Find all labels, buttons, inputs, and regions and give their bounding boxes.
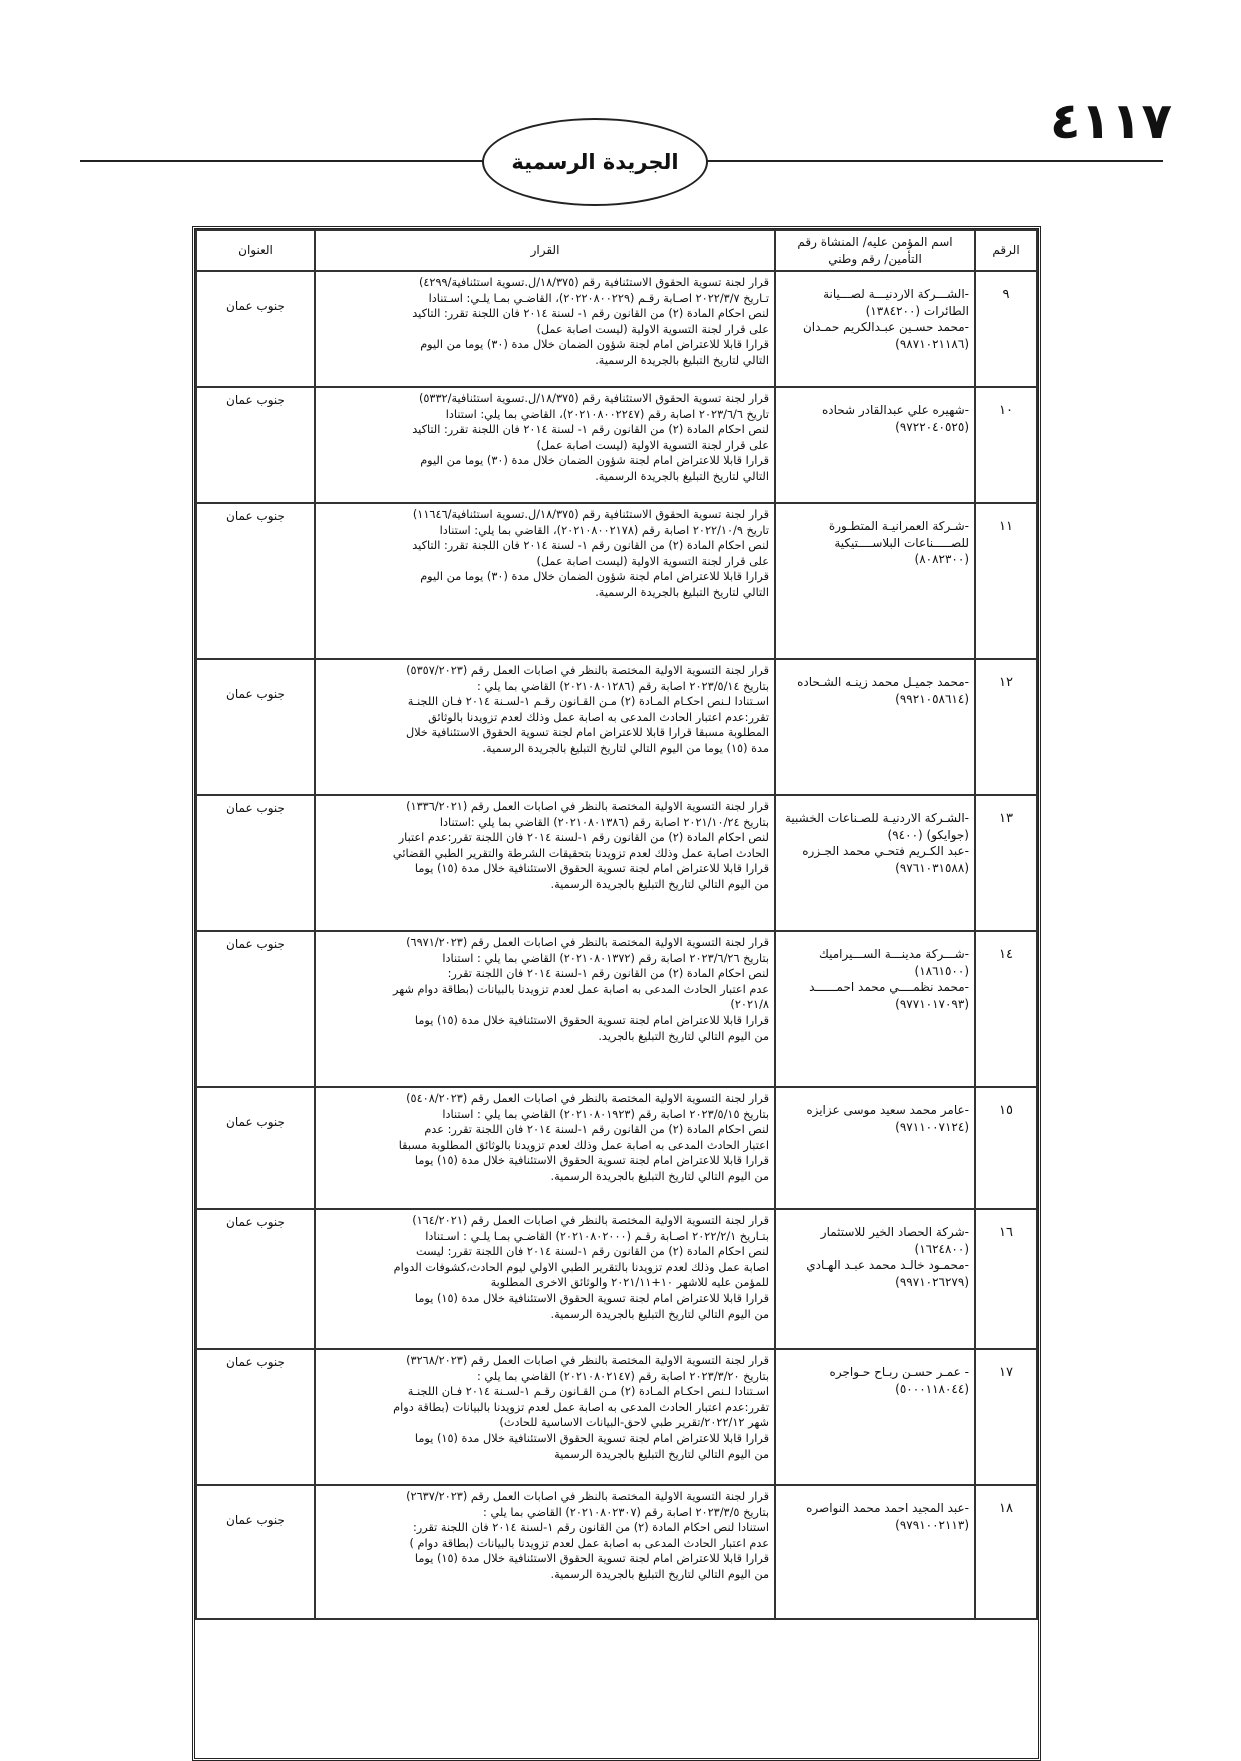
header-address: العنوان — [196, 230, 315, 271]
insured-name-line: -محمد جميـل محمد زينـه الشـحاده (٩٩٢١٠٥٨٦١٤) — [797, 675, 969, 706]
decision-line: قرار لجنة التسوية الاولية المختصة بالنظر في اصابات العمل رقم (٦٩٧١/٢٠٢٣) — [406, 936, 769, 950]
decision-line: بتاريخ ٢٠٢٣/٣/٥ اصابة رقم (٢٠٢١٠٨٠٢٣٠٧) القاضي بما يلي : — [483, 1505, 769, 1519]
table-row — [196, 503, 1037, 659]
decision-line: بتـاريخ ٢٠٢٢/٢/١ اصـابة رقـم (٢٠٢١٠٨٠٢٠٠٠) القاضـي بمـا يلـي : اسـتنادا — [425, 1229, 769, 1243]
row-number: ١٣ — [975, 795, 1037, 931]
decision-line: قرار لجنة التسوية الاولية المختصة بالنظر في اصابات العمل رقم (٥٤٠٨/٢٠٢٣) — [406, 1092, 769, 1106]
decision-line: قرار لجنة التسوية الاولية المختصة بالنظر في اصابات العمل رقم (٥٣٥٧/٢٠٢٣) — [406, 664, 769, 678]
insured-name-line: -عبد الكـريم فتحـي محمد الجـزره (٩٧٦١٠٣١٥٨٨) — [802, 844, 969, 875]
decisions-table — [195, 229, 1038, 1620]
decision-line: قرار لجنة التسوية الاولية المختصة بالنظر في اصابات العمل رقم (٢٦٣٧/٢٠٢٣) — [406, 1490, 769, 1504]
insured-name-cell — [775, 1485, 975, 1619]
decision-line: اسـتنادا لـنص احكـام المـادة (٢) مـن القـانون رقـم ١-لسـنة ٢٠١٤ فـان اللجنـة — [407, 695, 769, 709]
decision-line: شهر ٢٠٢٢/١٢/تقرير طبي لاحق-البيانات الاساسية للحادث) — [499, 1416, 769, 1430]
decision-line: قرار لجنة التسوية الاولية المختصة بالنظر في اصابات العمل رقم (١٣٣٦/٢٠٢١) — [406, 800, 769, 814]
decision-line: قرارا قابلا للاعتراض امام لجنة تسوية الحقوق الاستئنافية خلال مدة (١٥) يوما — [414, 1291, 769, 1305]
decision-line: اسـتنادا لـنص احكـام المـادة (٢) مـن القـانون رقـم ١-لسـنة ٢٠١٤ فـان اللجنـة — [407, 1385, 769, 1399]
insured-name-cell — [775, 1209, 975, 1349]
insured-name-cell — [775, 931, 975, 1087]
decision-cell — [315, 387, 775, 503]
decision-line: المطلوبة مسبقا قرارا قابلا للاعتراض امام لجنة تسوية الحقوق الاستئنافية خلال — [405, 726, 769, 740]
insured-name-cell — [775, 503, 975, 659]
header-insured: اسم المؤمن عليه/ المنشاة رقم التأمين/ رقم وطني — [775, 230, 975, 271]
decision-line: اصابة عمل وذلك لعدم تزويدنا بالتقرير الطبي الاولي ليوم الحادث،كشوفات الدوام — [393, 1260, 769, 1274]
table-row — [196, 271, 1037, 387]
insured-name-cell — [775, 1087, 975, 1209]
decisions-table-frame — [192, 226, 1041, 1761]
insured-name-line: -شهيره علي عبدالقادر شحاده (٩٧٢٢٠٤٠٥٢٥) — [821, 403, 969, 434]
address-cell: جنوب عمان — [196, 659, 315, 795]
decision-line: تـاريخ ٢٠٢٢/٣/٧ اصـابة رقـم (٢٠٢٢٠٨٠٠٢٢٩)، القاضـي بمـا يلـي: اسـتنادا — [428, 291, 769, 305]
row-number: ١٢ — [975, 659, 1037, 795]
row-number: ١٤ — [975, 931, 1037, 1087]
row-number: ١٧ — [975, 1349, 1037, 1485]
decision-cell — [315, 795, 775, 931]
row-number: ١٨ — [975, 1485, 1037, 1619]
decision-line: التالي لتاريخ التبليغ بالجريدة الرسمية. — [595, 469, 769, 483]
table-header-row — [196, 230, 1037, 271]
decision-line: بتاريخ ٢٠٢٣/٥/١٥ اصابة رقم (٢٠٢١٠٨٠١٩٢٣) القاضي بما يلي : استنادا — [442, 1107, 769, 1121]
decision-line: قرارا قابلا للاعتراض امام لجنة تسوية الحقوق الاستئنافية خلال مدة (١٥) يوما — [414, 1154, 769, 1168]
table-row — [196, 1485, 1037, 1619]
decision-line: للمؤمن عليه للاشهر ١٠+٢٠٢١/١١ والوثائق الاخرى المطلوبة — [490, 1276, 769, 1290]
decision-line: قرار لجنة التسوية الاولية المختصة بالنظر في اصابات العمل رقم (١٦٤/٢٠٢١) — [412, 1214, 769, 1228]
decision-line: من اليوم التالي لتاريخ التبليغ بالجريدة الرسمية. — [550, 1169, 769, 1183]
table-row — [196, 795, 1037, 931]
decision-line: على قرار لجنة التسوية الاولية (ليست اصابة عمل) — [536, 554, 769, 568]
insured-name-line: -محمد حسـين عبـدالكريم حمـدان (٩٨٧١٠٢١١٨٦) — [802, 320, 969, 351]
decision-cell — [315, 1087, 775, 1209]
insured-name-line: -شـــركة مدينـــة الســـيراميك (١٨٦١٥٠٠) — [819, 947, 969, 978]
decision-line: تقرر:عدم اعتبار الحادث المدعى به اصابة عمل وذلك لعدم تزويدنا بالوثائق — [428, 710, 769, 724]
decision-line: لنص احكام المادة (٢) من القانون رقم ١- لسنة ٢٠١٤ فان اللجنة تقرر: التاكيد — [412, 307, 769, 321]
decision-line: لنص احكام المادة (٢) من القانون رقم ١-لسنة ٢٠١٤ فان اللجنة تقرر: — [447, 967, 769, 981]
insured-name-line: -عامر محمد سعيد موسى عزايزه (٩٧١١٠٠٧١٢٤) — [806, 1103, 969, 1134]
decision-line: ٢٠٢١/٨) — [730, 998, 769, 1012]
decision-line: من اليوم التالي لتاريخ التبليغ بالجريدة الرسمية. — [550, 877, 769, 891]
decision-line: من اليوم التالي لتاريخ التبليغ بالجريد. — [598, 1029, 769, 1043]
insured-name-cell — [775, 1349, 975, 1485]
decision-line: على قرار لجنة التسوية الاولية (ليست اصابة عمل) — [536, 322, 769, 336]
decision-line: التالي لتاريخ التبليغ بالجريدة الرسمية. — [595, 585, 769, 599]
table-body — [196, 271, 1037, 1619]
gazette-title: الجريدة الرسمية — [482, 118, 708, 206]
insured-name-line: - عمـر حسـن ربـاح حـواجره (٥٠٠٠١١٨٠٤٤) — [829, 1365, 969, 1396]
insured-name-cell — [775, 387, 975, 503]
insured-name-line: -شركة الحصاد الخير للاستثمار (١٦٢٤٨٠٠) — [820, 1225, 969, 1256]
address-cell: جنوب عمان — [196, 1209, 315, 1349]
decision-line: قرارا قابلا للاعتراض امام لجنة تسوية الحقوق الاستئنافية خلال مدة (١٥) يوما — [414, 862, 769, 876]
decision-line: من اليوم التالي لتاريخ التبليغ بالجريدة الرسمية. — [550, 1567, 769, 1581]
decision-line: قرار لجنة التسوية الاولية المختصة بالنظر في اصابات العمل رقم (٣٢٦٨/٢٠٢٣) — [406, 1354, 769, 1368]
header-number: الرقم — [975, 230, 1037, 271]
page-number: ٤١١٧ — [1050, 92, 1173, 150]
insured-name-line: -عبد المجيد احمد محمد النواصره (٩٧٩١٠٠٢١١٣) — [806, 1501, 969, 1532]
decision-line: قرارا قابلا للاعتراض امام لجنة شؤون الضمان خلال مدة (٣٠) يوما من اليوم — [420, 338, 769, 352]
address-cell: جنوب عمان — [196, 387, 315, 503]
address-cell: جنوب عمان — [196, 1485, 315, 1619]
decision-line: الحادث اصابة عمل وذلك لعدم تزويدنا بتحقيقات الشرطة والتقرير الطبي القضائي — [392, 846, 769, 860]
address-cell: جنوب عمان — [196, 1349, 315, 1485]
decision-line: قرار لجنة تسوية الحقوق الاستئنافية رقم (١٨/٣٧٥/ل.تسوية استئنافية/١١٦٤٦) — [412, 508, 769, 522]
address-cell: جنوب عمان — [196, 271, 315, 387]
insured-name-cell — [775, 795, 975, 931]
row-number: ١٥ — [975, 1087, 1037, 1209]
insured-name-line: -محمد نظمــــي محمد احمــــــد (٩٧٧١٠١٧٠٩٣) — [809, 980, 969, 1011]
decision-line: قرارا قابلا للاعتراض امام لجنة تسوية الحقوق الاستئنافية خلال مدة (١٥) يوما — [414, 1552, 769, 1566]
address-cell: جنوب عمان — [196, 503, 315, 659]
decision-line: استنادا لنص احكام المادة (٢) من القانون رقم ١-لسنة ٢٠١٤ فان اللجنة تقرر: — [412, 1521, 769, 1535]
decision-cell — [315, 1349, 775, 1485]
decision-line: عدم اعتبار الحادث المدعى به اصابة عمل لعدم تزويدنا بالبيانات (بطاقة دوام ) — [409, 1536, 769, 1550]
header-decision: القرار — [315, 230, 775, 271]
table-row — [196, 1209, 1037, 1349]
decision-line: اعتبار الحادث المدعى به اصابة عمل وذلك لعدم تزويدنا بالوثائق المطلوبة مسبقا — [398, 1138, 769, 1152]
table-row — [196, 659, 1037, 795]
decision-cell — [315, 931, 775, 1087]
address-cell: جنوب عمان — [196, 1087, 315, 1209]
row-number: ٩ — [975, 271, 1037, 387]
decision-line: بتاريخ ٢٠٢٣/٣/٢٠ اصابة رقم (٢٠٢١٠٨٠٢١٤٧) القاضي بما يلي : — [476, 1369, 769, 1383]
insured-name-line: -محمـود خالـد محمد عبـد الهـادي (٩٩٧١٠٢٦٢٧٩) — [806, 1258, 969, 1289]
decision-cell — [315, 1209, 775, 1349]
decision-line: من اليوم التالي لتاريخ التبليغ بالجريدة الرسمية. — [550, 1307, 769, 1321]
address-cell: جنوب عمان — [196, 931, 315, 1087]
decision-cell — [315, 503, 775, 659]
decision-line: قرارا قابلا للاعتراض امام لجنة تسوية الحقوق الاستئنافية خلال مدة (١٥) يوما — [414, 1431, 769, 1445]
table-row — [196, 1349, 1037, 1485]
decision-line: لنص احكام المادة (٢) من القانون رقم ١- لسنة ٢٠١٤ فان اللجنة تقرر: التاكيد — [412, 423, 769, 437]
decision-line: لنص احكام المادة (٢) من القانون رقم ١-لسنة ٢٠١٤ فان اللجنة تقرر: ليست — [415, 1245, 769, 1259]
insured-name-cell — [775, 659, 975, 795]
insured-name-cell — [775, 271, 975, 387]
decision-line: تاريخ ٢٠٢٢/١٠/٩ اصابة رقم (٢٠٢١٠٨٠٠٢١٧٨)، القاضي بما يلي: استنادا — [439, 523, 769, 537]
row-number: ١٦ — [975, 1209, 1037, 1349]
decision-line: لنص احكام المادة (٢) من القانون رقم ١-لسنة ٢٠١٤ فان اللجنة تقرر:عدم اعتبار — [398, 831, 769, 845]
decision-line: قرار لجنة تسوية الحقوق الاستئنافية رقم (١٨/٣٧٥/ل.تسوية استئنافية/٤٢٩٩) — [418, 276, 769, 290]
row-number: ١٠ — [975, 387, 1037, 503]
decision-line: لنص احكام المادة (٢) من القانون رقم ١- لسنة ٢٠١٤ فان اللجنة تقرر: التاكيد — [412, 539, 769, 553]
decision-line: قرار لجنة تسوية الحقوق الاستئنافية رقم (١٨/٣٧٥/ل.تسوية استئنافية/٥٣٣٢) — [418, 392, 769, 406]
address-cell: جنوب عمان — [196, 795, 315, 931]
decision-cell — [315, 1485, 775, 1619]
decision-line: تاريخ ٢٠٢٣/٦/٦ اصابة رقم (٢٠٢١٠٨٠٠٢٢٤٧)، القاضي بما يلي: استنادا — [445, 407, 769, 421]
decision-line: عدم اعتبار الحادث المدعى به اصابة عمل لعدم تزويدنا بالبيانات (بطاقة دوام شهر — [393, 982, 769, 996]
decision-line: قرارا قابلا للاعتراض امام لجنة تسوية الحقوق الاستئنافية خلال مدة (١٥) يوما — [414, 1013, 769, 1027]
decision-line: تقرر:عدم اعتبار الحادث المدعى به اصابة عمل لعدم تزويدنا بالبيانات (بطاقة دوام — [393, 1400, 769, 1414]
decision-line: قرارا قابلا للاعتراض امام لجنة شؤون الضمان خلال مدة (٣٠) يوما من اليوم — [420, 570, 769, 584]
decision-line: بتاريخ ٢٠٢٣/٥/١٤ اصابة رقم (٢٠٢١٠٨٠١٢٨٦) القاضي بما يلي : — [476, 679, 769, 693]
decision-line: على قرار لجنة التسوية الاولية (ليست اصابة عمل) — [536, 438, 769, 452]
decision-line: مدة (١٥) يوما من اليوم التالي لتاريخ التبليغ بالجريدة الرسمية. — [482, 741, 769, 755]
decision-line: بتاريخ ٢٠٢٣/٦/٢٦ اصابة رقم (٢٠٢١٠٨٠١٣٧٢) القاضي بما يلي : استنادا — [442, 951, 769, 965]
row-number: ١١ — [975, 503, 1037, 659]
decision-line: لنص احكام المادة (٢) من القانون رقم ١-لسنة ٢٠١٤ فان اللجنة تقرر: عدم — [424, 1123, 769, 1137]
insured-name-line: -شـركة العمرانيـة المتطـورة للصـــــناعات البلاســــتيكية (٨٠٨٢٣٠٠) — [828, 519, 969, 567]
decision-line: التالي لتاريخ التبليغ بالجريدة الرسمية. — [595, 353, 769, 367]
decision-line: قرارا قابلا للاعتراض امام لجنة شؤون الضمان خلال مدة (٣٠) يوما من اليوم — [420, 454, 769, 468]
insured-name-line: -الشـــركة الاردنيـــة لصـــيانة الطائرات (١٣٨٤٢٠٠) — [823, 287, 969, 318]
decision-line: بتاريخ ٢٠٢١/١٠/٢٤ اصابة رقم (٢٠٢١٠٨٠١٣٨٦) القاضي بما يلي :استنادا — [439, 815, 769, 829]
table-row — [196, 931, 1037, 1087]
table-row — [196, 387, 1037, 503]
decision-cell — [315, 659, 775, 795]
decision-line: من اليوم التالي لتاريخ التبليغ بالجريدة الرسمية — [554, 1447, 769, 1461]
decision-cell — [315, 271, 775, 387]
table-row — [196, 1087, 1037, 1209]
insured-name-line: -الشـركة الاردنيـة للصـناعات الخشبية (جوايكو) (٩٤٠٠) — [784, 811, 969, 842]
